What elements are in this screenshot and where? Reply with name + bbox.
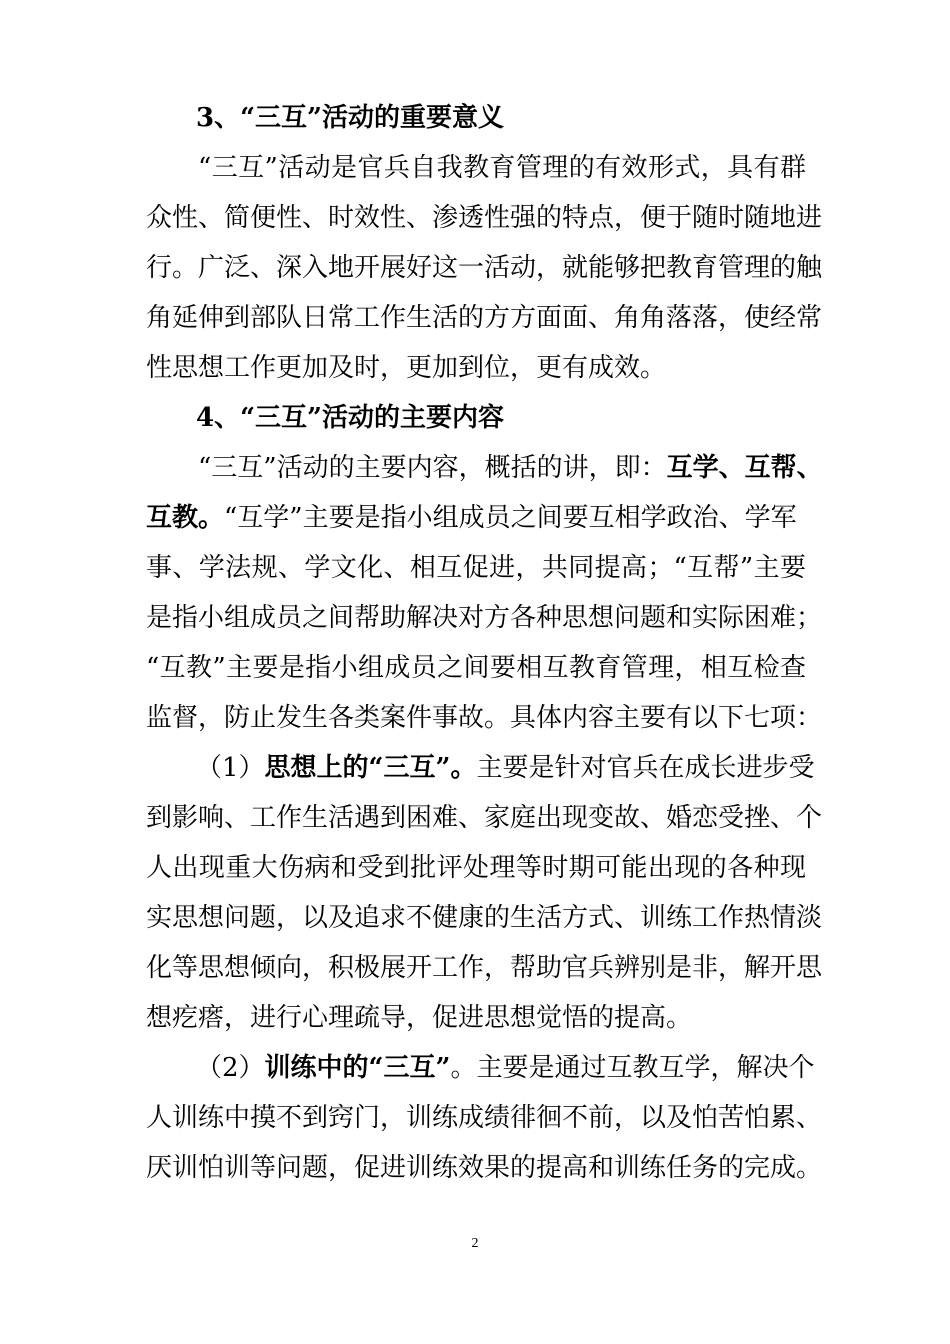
text-run: 事、学法规、学文化、相互促进，共同提高；“互帮”主要 xyxy=(146,553,806,583)
paragraph-line xyxy=(196,1048,815,1088)
bold-run: 思想上的“三互”。 xyxy=(264,753,477,783)
text-run: “三互”活动的主要内容，概括的讲，即： xyxy=(198,453,667,483)
text-run: 到影响、工作生活遇到困难、家庭出现变故、婚恋受挫、个 xyxy=(146,803,823,833)
text-run: 人训练中摸不到窍门，训练成绩徘徊不前，以及怕苦怕累、 xyxy=(146,1103,823,1133)
paragraph-line xyxy=(146,298,823,338)
heading-text: 4、“三互”活动的主要内容 xyxy=(196,403,505,433)
text-run: “互教”主要是指小组成员之间要相互教育管理，相互检查 xyxy=(146,653,806,683)
bold-run: 互学、互帮、 xyxy=(666,453,823,483)
paragraph-line xyxy=(146,648,806,688)
text-run: （2） xyxy=(196,1053,265,1083)
text-run: 厌训怕训等问题，促进训练效果的提高和训练任务的完成。 xyxy=(146,1153,823,1183)
paragraph-line xyxy=(146,948,823,988)
paragraph-line xyxy=(146,248,823,288)
text-run: 人出现重大伤病和受到批评处理等时期可能出现的各种现 xyxy=(146,853,806,883)
paragraph-line xyxy=(198,448,823,488)
text-run: 监督，防止发生各类案件事故。具体内容主要有以下七项： xyxy=(146,703,823,733)
paragraph-line xyxy=(146,798,823,838)
bold-run: 训练中的“三互” xyxy=(264,1053,451,1083)
paragraph-line xyxy=(146,548,806,588)
text-run: 实思想问题，以及追求不健康的生活方式、训练工作热情淡 xyxy=(146,903,823,933)
paragraph-line xyxy=(146,1148,823,1188)
paragraph-line xyxy=(146,698,823,738)
text-run: 行。广泛、深入地开展好这一活动，就能够把教育管理的触 xyxy=(146,253,823,283)
paragraph-line xyxy=(196,748,815,788)
text-run: “三互”活动是官兵自我教育管理的有效形式，具有群 xyxy=(198,153,806,183)
heading-text: 3、“三互”活动的重要意义 xyxy=(196,103,505,133)
text-run: 想疙瘩，进行心理疏导，促进思想觉悟的提高。 xyxy=(146,1003,693,1033)
text-run: 是指小组成员之间帮助解决对方各种思想问题和实际困难； xyxy=(146,603,823,633)
paragraph-line xyxy=(146,1098,823,1138)
text-run: 众性、简便性、时效性、渗透性强的特点，便于随时随地进 xyxy=(146,203,823,233)
text-run: 主要是针对官兵在成长进步受 xyxy=(476,753,815,783)
bold-run: 互教。 xyxy=(146,503,225,533)
section-heading-3 xyxy=(196,98,596,138)
paragraph-line xyxy=(198,148,806,188)
text-run: 性思想工作更加及时，更加到位，更有成效。 xyxy=(146,353,667,383)
paragraph-line xyxy=(146,598,823,638)
page-number: 2 xyxy=(471,1236,479,1251)
paragraph-line xyxy=(146,348,806,388)
text-run: “互学”主要是指小组成员之间要互相学政治、学军 xyxy=(224,503,797,533)
paragraph-line xyxy=(146,498,806,538)
paragraph-line xyxy=(146,848,806,888)
section-heading-4 xyxy=(196,398,596,438)
text-run: 。主要是通过互教互学，解决个 xyxy=(450,1053,815,1083)
text-run: 化等思想倾向，积极展开工作，帮助官兵辨别是非，解开思 xyxy=(146,953,823,983)
paragraph-line xyxy=(146,898,823,938)
paragraph-line xyxy=(146,198,823,238)
paragraph-line xyxy=(146,998,806,1038)
text-run: （1） xyxy=(196,753,265,783)
text-run: 角延伸到部队日常工作生活的方方面面、角角落落，使经常 xyxy=(146,303,823,333)
